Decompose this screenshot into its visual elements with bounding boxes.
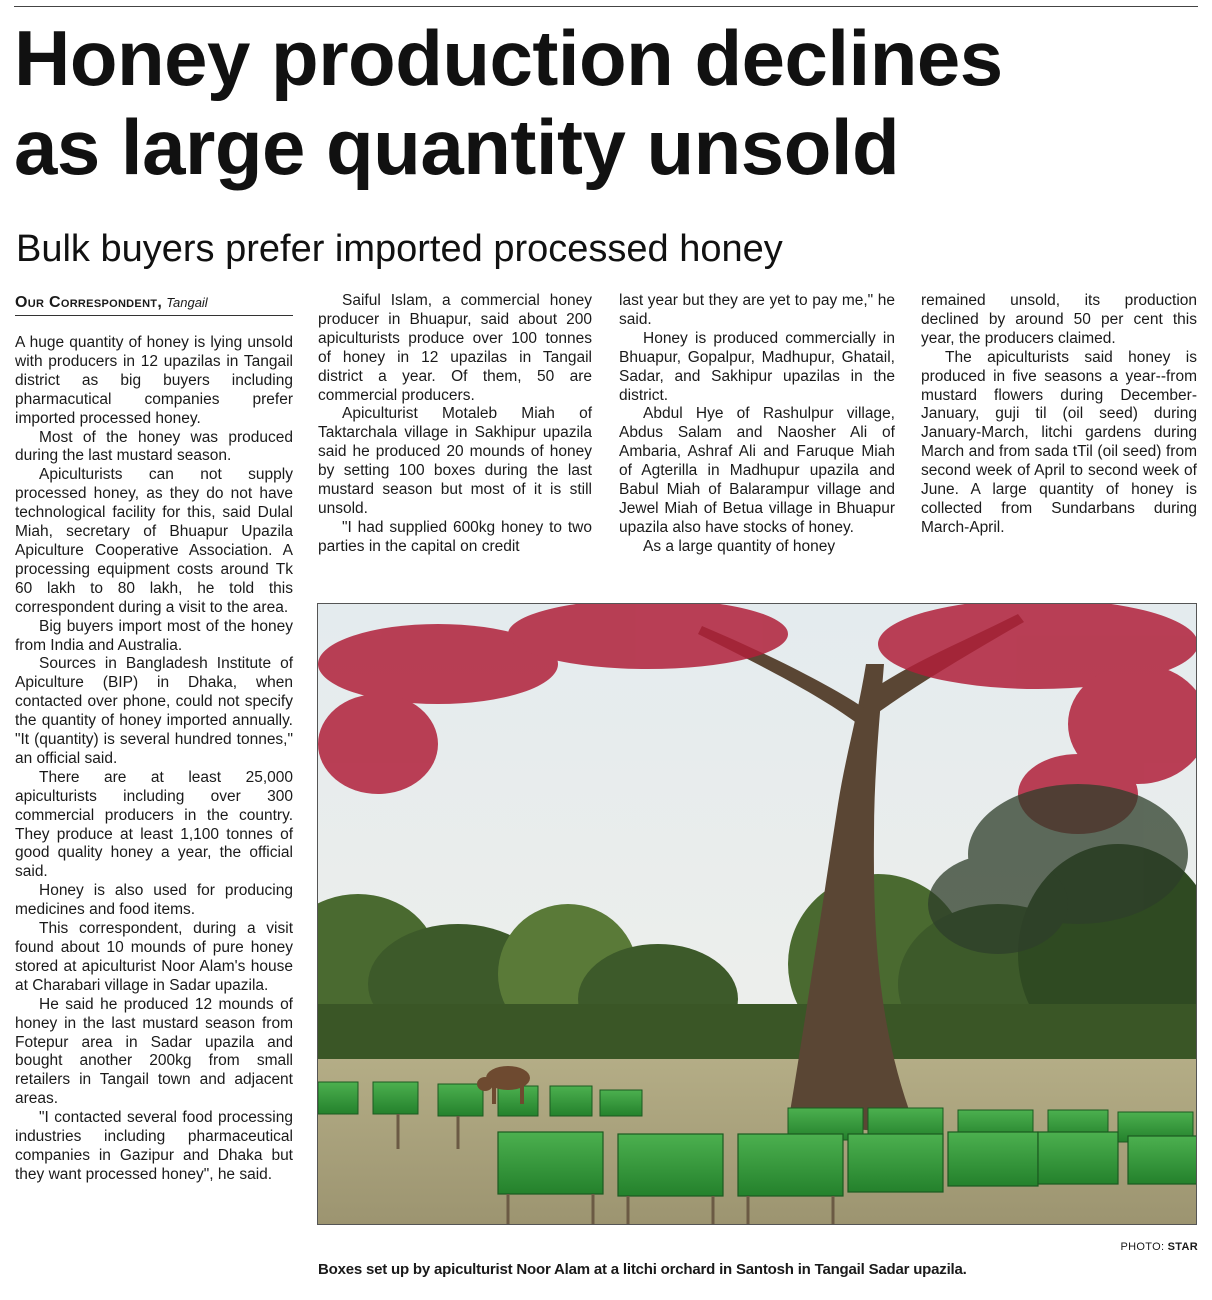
photo-credit: [1121, 1241, 1198, 1253]
paragraph: Big buyers import most of the honey from India and Australia.: [15, 617, 293, 654]
byline-name: Our Correspondent,: [15, 294, 163, 311]
paragraph: Honey is also used for producing medicines and food items.: [15, 882, 293, 919]
paragraph: The apiculturists said honey is produced in five seasons a year--from mustard flowers during December-January, guji til (oil seed) during January-March, litchi gardens during March and from sada tTil (oil seed) from second week of April to second week of June. A large quantity of honey is collected from Sundarbans during March-April.: [921, 348, 1197, 536]
paragraph: Apiculturists can not supply processed honey, as they do not have technological facility for this, said Dulal Miah, secretary of Bhuapur Upazila Apiculture Cooperative Association. A processing equipment costs around Tk 60 lakh to 80 lakh, he told this correspondent during a visit to the area.: [15, 466, 293, 616]
article-column-2: [318, 292, 592, 557]
top-rule: [14, 6, 1198, 7]
paragraph: last year but they are yet to pay me," he said.: [619, 292, 895, 328]
paragraph: A huge quantity of honey is lying unsold with producers in 12 upazilas in Tangail district as big buyers including pharmacutical companies prefer imported processed honey.: [15, 334, 293, 427]
headline-line-1: Honey production declines: [14, 14, 1003, 102]
subheadline: Bulk buyers prefer imported processed honey: [16, 228, 783, 270]
article-photo: [317, 603, 1197, 1225]
article-column-3: [619, 292, 895, 557]
photo-credit-prefix: PHOTO:: [1120, 1241, 1168, 1253]
paragraph: Most of the honey was produced during the last mustard season.: [15, 428, 293, 465]
paragraph: There are at least 25,000 apiculturists including over 300 commercial producers in the country. They produce at least 1,100 tonnes of good quality honey a year, the official said.: [15, 768, 293, 881]
byline: [15, 293, 293, 313]
headline-line-2: as large quantity unsold: [14, 103, 900, 191]
paragraph: As a large quantity of honey: [643, 537, 836, 555]
article-column-4: [921, 292, 1197, 538]
paragraph: Abdul Hye of Rashulpur village, Abdus Salam and Naosher Ali of Ambaria, Ashraf Ali and Faruque Miah of Agterilla in Madhupur upazila and Babul Miah of Balarampur village and Jewel Miah of Betua village in Bhuapur upazila also have stocks of honey.: [619, 405, 895, 536]
paragraph: Saiful Islam, a commercial honey producer in Bhuapur, said about 200 apiculturists produce over 100 tonnes of honey in 12 upazilas in Tangail district a year. Of them, 50 are commercial producers.: [318, 292, 592, 404]
paragraph: He said he produced 12 mounds of honey in the last mustard season from Fotepur area in Sadar upazila and bought another 200kg from small retailers in Tangail town and adjacent areas.: [15, 995, 293, 1108]
photo-credit-source: STAR: [1167, 1241, 1198, 1253]
orchard-photo-illustration: [318, 604, 1197, 1225]
paragraph: Apiculturist Motaleb Miah of Taktarchala village in Sakhipur upazila said he produced 20 mounds of honey by setting 100 boxes during the last mustard season but most of it is still unsold.: [318, 405, 592, 517]
article-column-1: [15, 334, 293, 1185]
byline-location: Tangail: [166, 295, 208, 310]
paragraph: Honey is produced commercially in Bhuapur, Gopalpur, Madhupur, Ghatail, Sadar, and Sakhipur upazilas in the district.: [619, 329, 895, 404]
headline: [14, 14, 1204, 192]
paragraph: This correspondent, during a visit found about 10 mounds of pure honey stored at apiculturist Noor Alam's house at Charabari village in Sadar upazila.: [15, 920, 293, 994]
paragraph: "I contacted several food processing industries including pharmaceutical companies in Gazipur and Dhaka but they want processed honey", he said.: [15, 1109, 293, 1183]
paragraph: "I had supplied 600kg honey to two parties in the capital on credit: [318, 518, 592, 555]
photo-caption: Boxes set up by apiculturist Noor Alam at a litchi orchard in Santosh in Tangail Sadar upazila.: [318, 1261, 967, 1278]
paragraph: remained unsold, its production declined by around 50 per cent this year, the producers claimed.: [921, 292, 1197, 347]
paragraph: Sources in Bangladesh Institute of Apiculture (BIP) in Dhaka, when contacted over phone, could not specify the quantity of honey imported annually. "It (quantity) is several hundred tonnes," an official said.: [15, 655, 293, 767]
byline-rule: [15, 315, 293, 316]
